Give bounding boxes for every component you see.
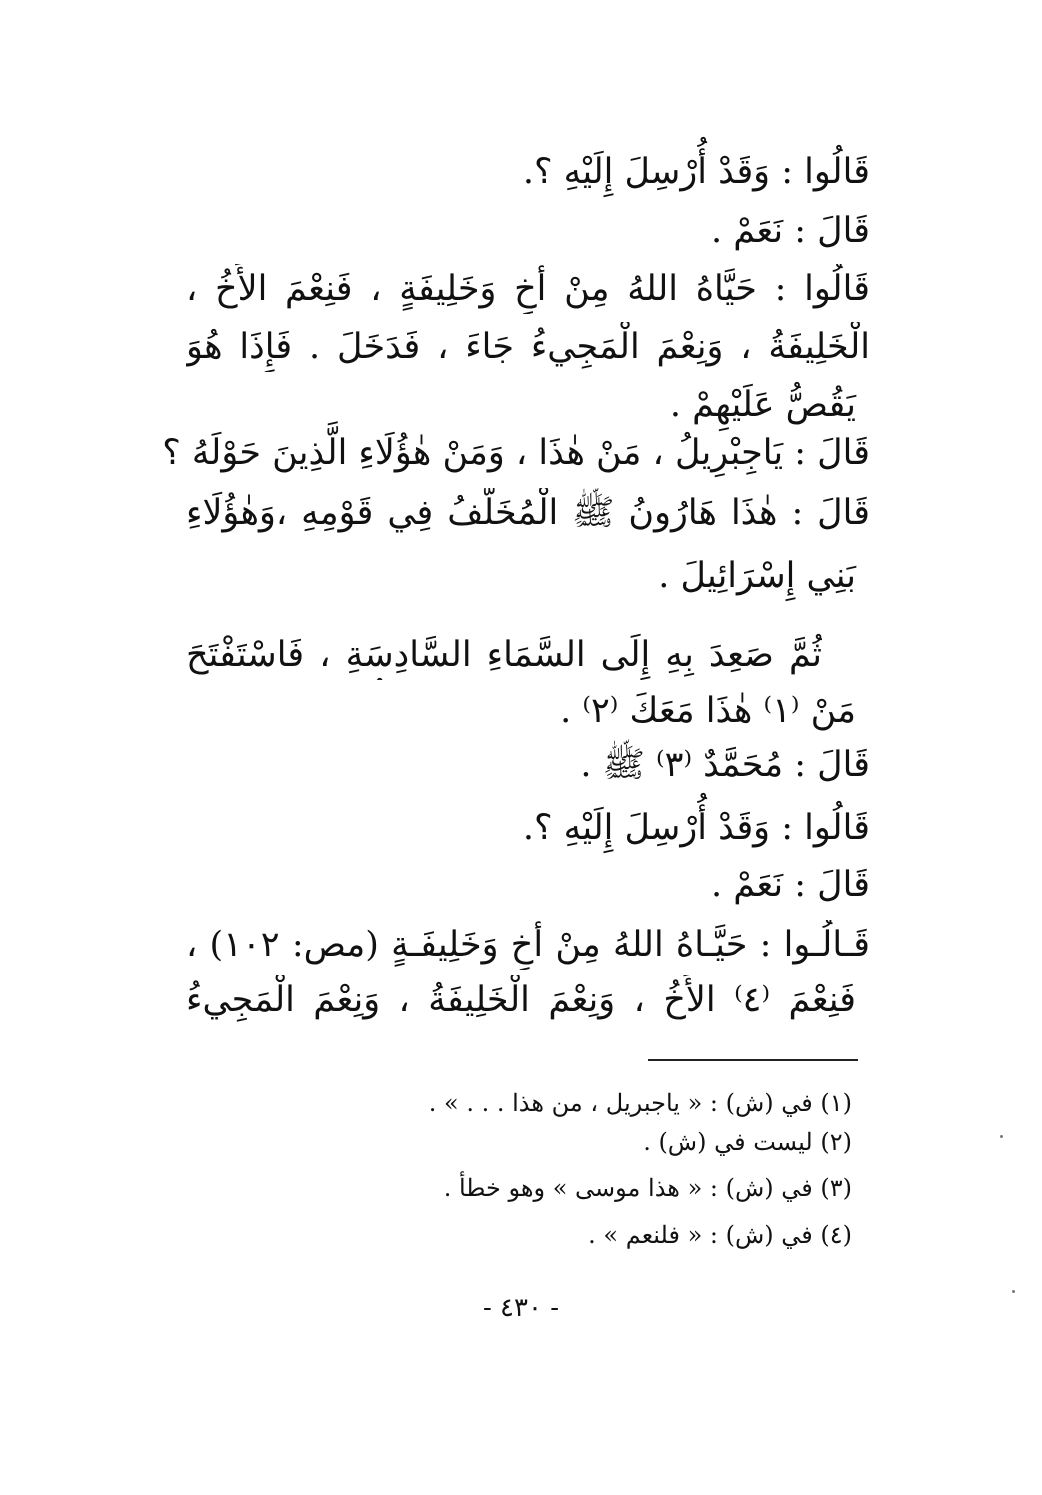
footnote-4: (٤) في (ش) : « فلنعم » . — [588, 1221, 852, 1249]
scan-speck — [1012, 1290, 1015, 1293]
text-line-9: ثُمَّ صَعِدَ بِهِ إِلَى السَّمَاءِ السَّادِسَةِ ، فَاسْتَفْتَحَ — [186, 635, 822, 675]
text-line-11: قَالَ : مُحَمَّدٌ ⁽٣⁾ ﷺ . — [580, 745, 870, 785]
footnote-2: (٢) ليست في (ش) . — [643, 1128, 852, 1156]
text-line-6: قَالَ : يَاجِبْرِيلُ ، مَنْ هٰذَا ، وَمَنْ هٰؤُلَاءِ الَّذِينَ حَوْلَهُ ؟ — [162, 433, 870, 473]
scan-speck — [1000, 1135, 1003, 1138]
footnote-separator — [648, 1059, 858, 1061]
text-line-13: قَالَ : نَعَمْ . — [710, 865, 870, 905]
text-line-12: قَالُوا : وَقَدْ أُرْسِلَ إِلَيْهِ ؟. — [522, 808, 870, 848]
text-line-7: قَالَ : هٰذَا هَارُونُ ﷺ الْمُخَلَّفُ فِي قَوْمِهِ ،وَهٰؤُلَاءِ — [186, 493, 870, 533]
footnote-3: (٣) في (ش) : « هذا موسى » وهو خطأ . — [443, 1174, 852, 1202]
text-line-1: قَالُوا : وَقَدْ أُرْسِلَ إِلَيْهِ ؟. — [522, 152, 870, 192]
text-line-4: الْخَلِيفَةُ ، وَنِعْمَ الْمَجِيءُ جَاءَ ، فَدَخَلَ . فَإِذَا هُوَ — [186, 327, 870, 367]
text-line-5: يَقُصُّ عَلَيْهِمْ . — [669, 385, 856, 425]
text-line-14: قَـالُـوا : حَيَّـاهُ اللهُ مِنْ أَخٍ وَخَلِيفَـةٍ (مص: ١٠٢) ، — [186, 925, 870, 965]
text-line-2: قَالَ : نَعَمْ . — [710, 211, 870, 251]
text-line-10: مَنْ ⁽١⁾ هٰذَا مَعَكَ ⁽٢⁾ . — [560, 691, 856, 731]
footnote-1: (١) في (ش) : « ياجبريل ، من هذا . . . » . — [428, 1089, 852, 1117]
page-number: - ٤٣٠ - — [482, 1293, 560, 1323]
text-line-3: قَالُوا : حَيَّاهُ اللهُ مِنْ أَخٍ وَخَلِيفَةٍ ، فَنِعْمَ الأَخُ ، — [186, 269, 870, 309]
text-line-8: بَنِي إِسْرَائِيلَ . — [658, 556, 856, 596]
text-line-15: فَنِعْمَ ⁽٤⁾ الأَخُ ، وَنِعْمَ الْخَلِيفَةُ ، وَنِعْمَ الْمَجِيءُ — [186, 980, 856, 1020]
